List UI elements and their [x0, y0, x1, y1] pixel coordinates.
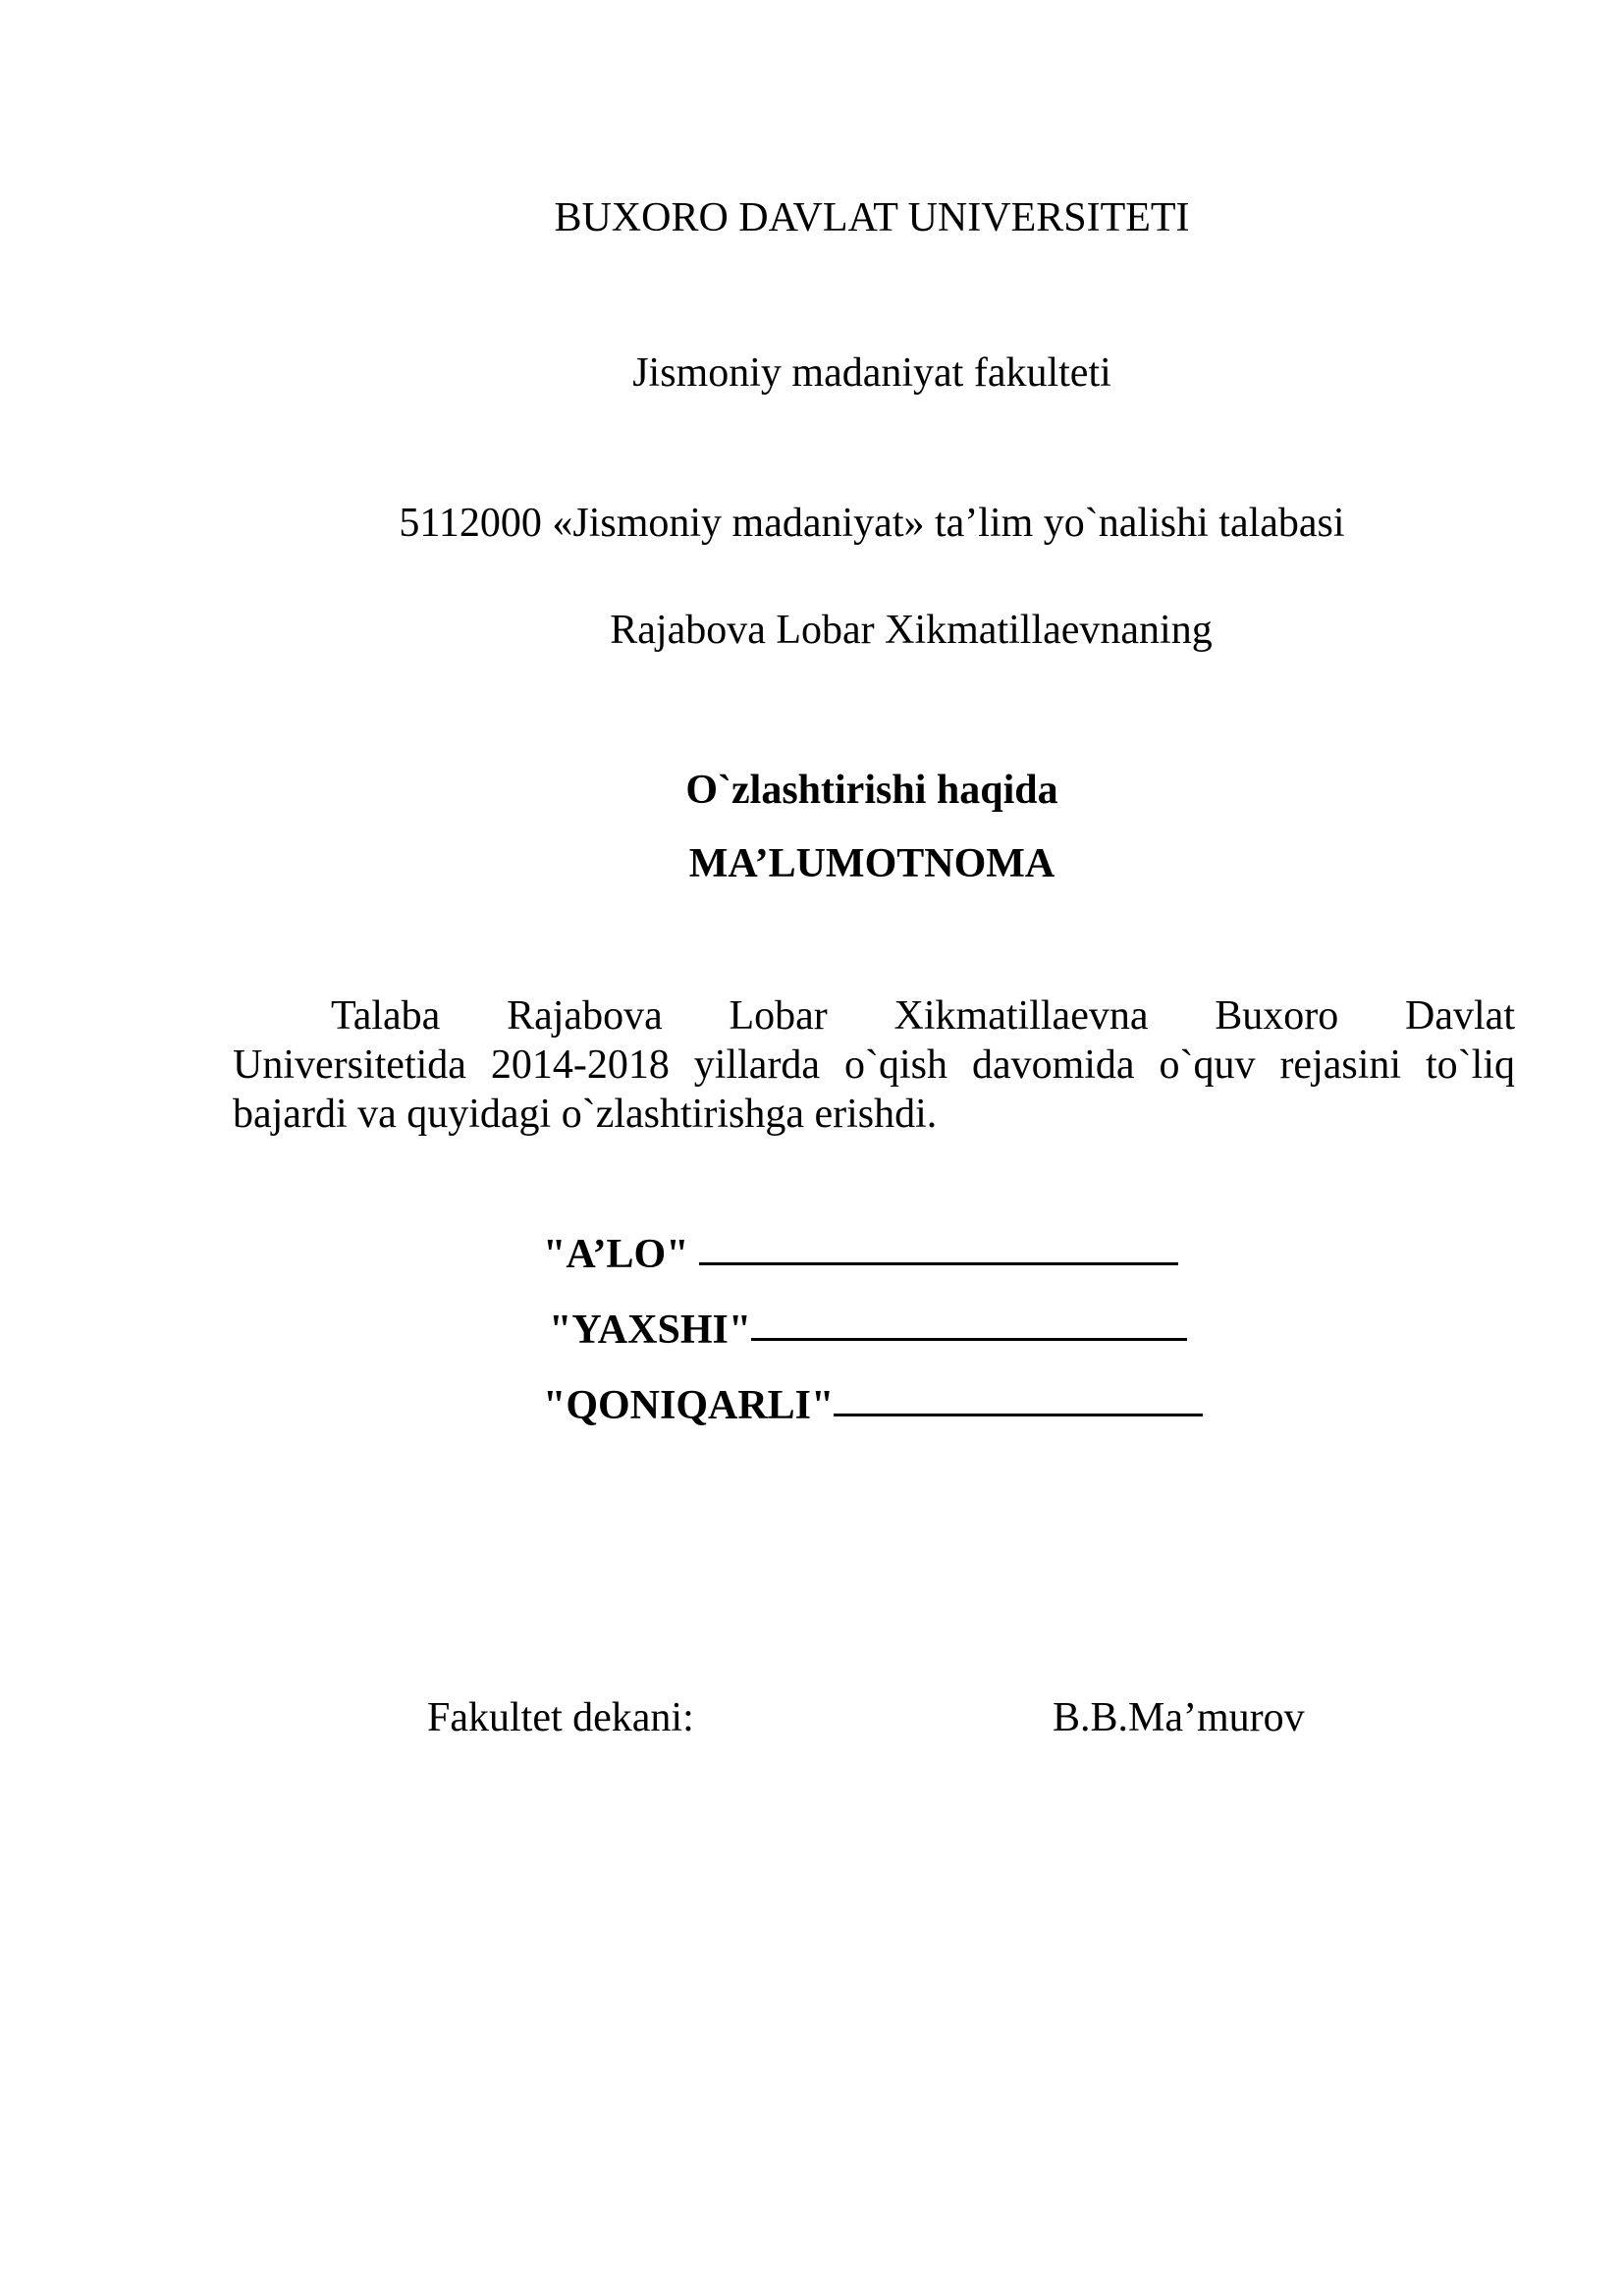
- grade-blank-line[interactable]: [699, 1223, 1178, 1265]
- body-paragraph: [233, 991, 1515, 1139]
- grade-label: "QONIQARLI": [543, 1383, 835, 1428]
- university-name: BUXORO DAVLAT UNIVERSITETI: [554, 195, 1190, 240]
- grade-row-yaxshi: [543, 1293, 1203, 1368]
- grade-label: "YAXSHI": [549, 1308, 752, 1353]
- grade-label: "A’LO": [543, 1232, 700, 1277]
- document-subtitle: O`zlashtirishi haqida: [685, 768, 1058, 813]
- body-line: bajardi va quyidagi o`zlashtirishga erishdi.: [233, 1092, 938, 1137]
- grade-blank-line[interactable]: [751, 1299, 1187, 1341]
- grade-row-alo: [543, 1217, 1203, 1293]
- body-line: Talaba Rajabova Lobar Xikmatillaevna Buxoro Davlat: [331, 993, 1515, 1039]
- faculty-name: Jismoniy madaniyat fakulteti: [632, 350, 1111, 396]
- dean-label: Fakultet dekani:: [427, 1695, 694, 1740]
- student-name-line: Rajabova Lobar Xikmatillaevnaning: [610, 608, 1213, 653]
- grade-blank-line[interactable]: [834, 1374, 1203, 1416]
- grades-list: [543, 1217, 1203, 1444]
- program-line: 5112000 «Jismoniy madaniyat» ta’lim yo`nalishi talabasi: [399, 501, 1345, 546]
- dean-name: B.B.Ma’murov: [1053, 1695, 1305, 1740]
- document-title: MA’LUMOTNOMA: [688, 841, 1055, 886]
- grade-row-qoniqarli: [543, 1368, 1203, 1444]
- body-line: Universitetida 2014-2018 yillarda o`qish davomida o`quv rejasini to`liq: [233, 1042, 1515, 1088]
